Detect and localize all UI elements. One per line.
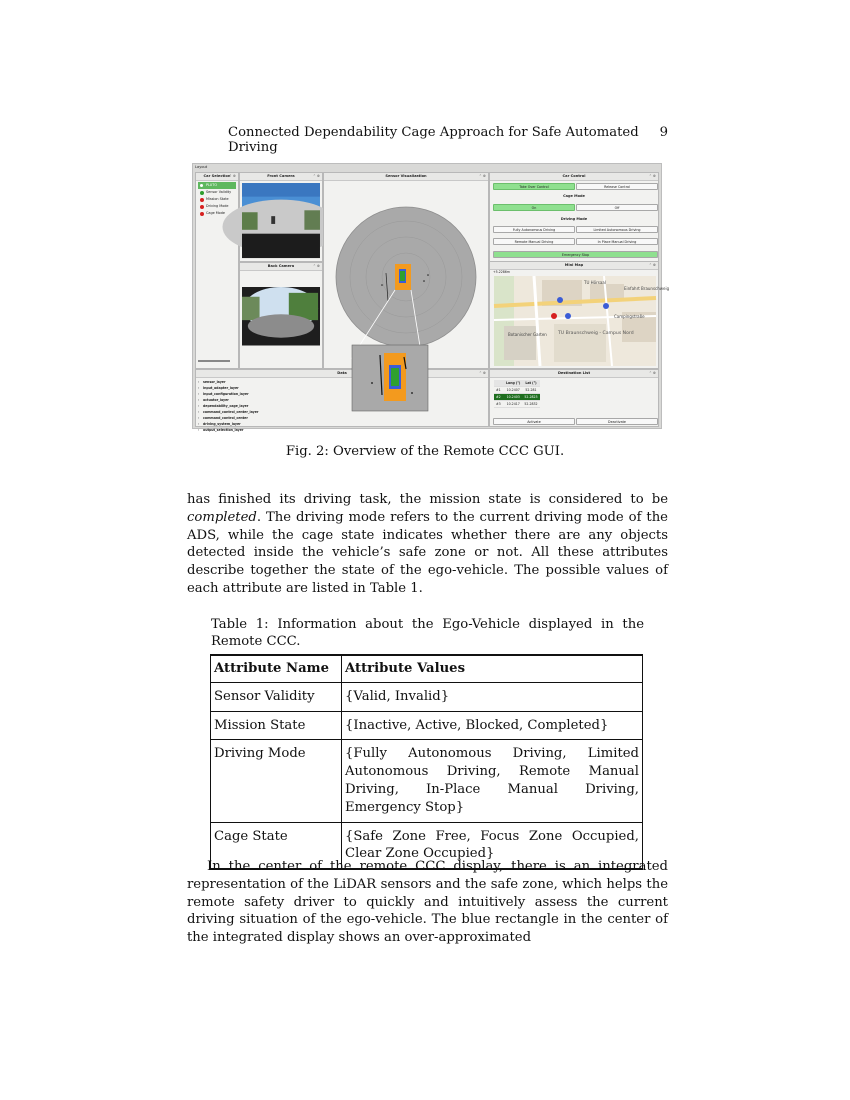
expand-icon <box>200 184 203 187</box>
take-over-control-button[interactable]: Take Over Control <box>493 183 575 190</box>
destination-table <box>494 380 540 408</box>
limited-autonomous-button[interactable]: Limited Autonomous Driving <box>576 226 658 233</box>
column-header-values: Attribute Values <box>342 655 643 682</box>
car-control-panel <box>489 172 659 269</box>
table-row: Cage State {Safe Zone Free, Focus Zone Occupied, Clear Zone Occupied} <box>211 822 643 869</box>
in-place-manual-button[interactable]: In Place Manual Driving <box>576 238 658 245</box>
cage-on-button[interactable]: On <box>493 204 575 211</box>
figure-caption: Fig. 2: Overview of the Remote CCC GUI. <box>285 444 565 459</box>
map-label: TU Hörsaal <box>584 280 606 285</box>
table-row: Sensor Validity {Valid, Invalid} <box>211 682 643 711</box>
tree-item[interactable]: › input_adapter_layer <box>196 385 488 391</box>
car-item-pluto[interactable]: PLUTO <box>198 182 236 189</box>
layout-label: Layout <box>195 165 208 169</box>
column-header: Lat (°) <box>522 380 539 387</box>
map-label: Botanischer Garten <box>508 332 547 337</box>
status-driving-mode: Driving Mode <box>198 203 236 210</box>
status-mission-state: Mission State <box>198 196 236 203</box>
cage-mode-label: Cage Mode <box>563 194 585 198</box>
release-control-button[interactable]: Release Control <box>576 183 658 190</box>
destination-list-panel <box>489 369 659 427</box>
status-dot-icon <box>200 205 204 209</box>
data-title: Data <box>337 371 347 375</box>
running-title: Connected Dependability Cage Approach for Safe Automated Driving <box>228 125 639 155</box>
back-camera-title: Back Camera <box>267 264 295 268</box>
page-number: 9 <box>659 125 668 140</box>
front-camera-title: Front Camera <box>267 174 295 178</box>
car-selection-panel <box>195 172 239 369</box>
gui-screenshot-figure <box>192 163 670 432</box>
panel-controls-icon[interactable]: ⌃ ⊗ <box>648 263 656 267</box>
mini-map[interactable] <box>494 276 670 366</box>
tree-item[interactable]: › command_control_center_layer <box>196 409 488 415</box>
panel-controls-icon[interactable]: ⌃ ⊗ <box>312 264 320 268</box>
tree-item[interactable]: › driving_system_layer <box>196 421 488 427</box>
mini-map-panel <box>489 261 670 369</box>
status-dot-icon <box>200 198 204 202</box>
map-label: TU Braunschweig - Campus Nord <box>558 331 634 336</box>
status-sensor-validity: Sensor Validity <box>198 189 236 196</box>
status-dot-icon <box>200 191 204 195</box>
tree-item[interactable]: › input_configuration_layer <box>196 391 488 397</box>
table-row[interactable]: #1 10.2407 52.281 <box>494 387 540 394</box>
tree-item[interactable]: › actuator_layer <box>196 397 488 403</box>
front-camera-image <box>242 183 320 258</box>
activate-button[interactable]: Activate <box>493 418 575 425</box>
table-row-selected[interactable]: #2 10.2403 52.2823 <box>496 395 538 399</box>
emphasis-completed: completed <box>187 509 257 525</box>
car-control-title: Car Control <box>562 174 586 178</box>
page-header <box>228 125 668 155</box>
front-camera-panel <box>239 172 323 262</box>
back-camera-image <box>242 287 320 346</box>
data-panel <box>195 369 489 432</box>
tree-item[interactable]: › dependability_cage_layer <box>196 403 488 409</box>
destination-list-title: Destination List <box>557 371 591 375</box>
map-coordinate: +5.2286m <box>493 270 510 274</box>
emergency-stop-button[interactable]: Emergency Stop <box>493 251 658 258</box>
table-caption: Table 1: Information about the Ego-Vehicle displayed in the Remote CCC. <box>211 617 644 649</box>
lidar-view <box>324 181 488 368</box>
car-selection-title: Car Selection <box>203 174 231 178</box>
sensor-visualization-panel <box>323 172 489 369</box>
safe-zone-zoom-inset <box>352 345 428 411</box>
body-paragraph-2: In the center of the remote CCC display, there is an integrated representation of the LiDAR sensors and the safe zone, which helps the remote safety driver to quickly and intuitively assess the current driving situation of the ego-vehicle. The blue rectangle in the center of the integrated display shows an over-approximated <box>187 859 668 946</box>
panel-controls-icon[interactable]: ⌃ ⊗ <box>478 174 486 178</box>
driving-mode-label: Driving Mode <box>560 217 588 221</box>
status-dot-icon <box>200 212 204 216</box>
cage-off-button[interactable]: Off <box>576 204 658 211</box>
panel-controls-icon[interactable]: ⌃ ⊗ <box>648 371 656 375</box>
table-row[interactable]: #3 10.2417 52.2832 <box>496 402 538 406</box>
column-header-name: Attribute Name <box>211 655 342 682</box>
remote-manual-button[interactable]: Remote Manual Driving <box>493 238 575 245</box>
tree-item[interactable]: › output_selection_layer <box>196 427 488 433</box>
panel-controls-icon[interactable]: ⌃ ⊗ <box>478 371 486 375</box>
scrollbar[interactable] <box>198 360 230 362</box>
map-label: Einfahrt Braunschweig <box>624 286 670 291</box>
mini-map-title: Mini Map <box>564 263 584 267</box>
fully-autonomous-button[interactable]: Fully Autonomous Driving <box>493 226 575 233</box>
panel-controls-icon[interactable]: ⌃ ⊗ <box>312 174 320 178</box>
table-row: Driving Mode {Fully Autonomous Driving, Limited Autonomous Driving, Remote Manual Driving, In-Place Manual Driving, Emergency Stop} <box>211 740 643 822</box>
body-paragraph-1: has finished its driving task, the mission state is considered to be completed. The driving mode refers to the current driving mode of the ADS, while the cage state indicates whether there are any objects detected inside the vehicle’s safe zone or not. All these attributes describe together the state of the ego-vehicle. The possible values of each attribute are listed in Table 1. <box>187 492 668 596</box>
attribute-table <box>210 654 643 870</box>
tree-item[interactable]: › command_control_center <box>196 415 488 421</box>
tree-item[interactable]: › sensor_layer <box>196 379 488 385</box>
data-tree <box>196 378 488 433</box>
column-header: Long (°) <box>506 381 521 385</box>
status-cage-mode: Cage Mode <box>198 210 236 217</box>
panel-controls-icon[interactable]: ⌃ ⊗ <box>648 174 656 178</box>
table-row: Mission State {Inactive, Active, Blocked, Completed} <box>211 711 643 740</box>
panel-controls-icon[interactable]: ⌃ ⊗ <box>228 174 236 178</box>
sensor-visualization-title: Sensor Visualization <box>385 174 427 178</box>
map-label: Campingstraße <box>614 314 645 319</box>
back-camera-panel <box>239 262 323 369</box>
deactivate-button[interactable]: Deactivate <box>576 418 658 425</box>
